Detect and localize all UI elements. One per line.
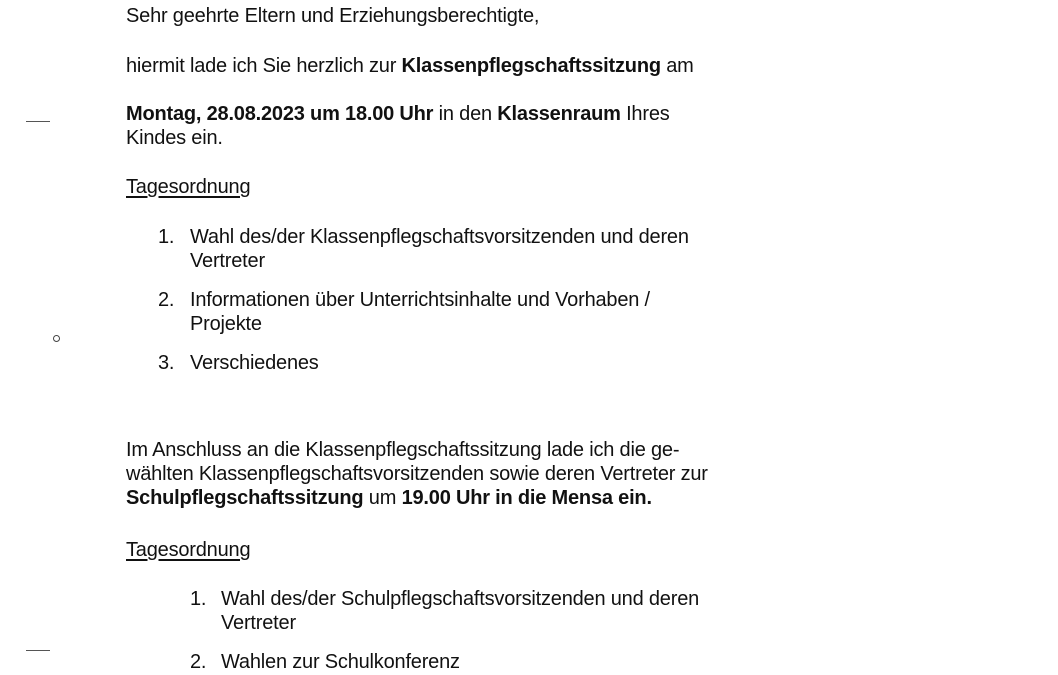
followup-line-1: Im Anschluss an die Klassenpflegschaftssitzung lade ich die ge- [126,439,680,461]
agenda1-item-3-text: Verschiedenes [190,352,319,374]
salutation [126,4,786,28]
followup-mid-text: um [363,487,402,509]
date-line [126,102,786,150]
agenda1-item-2-number: 2. [158,289,175,311]
date-mid-text: in den [433,103,498,125]
salutation-text: Sehr geehrte Eltern und Erziehungsberechtigte, [126,5,540,27]
agenda-heading-1: Tagesordnung [126,176,251,198]
agenda2-item-1-text [221,587,801,635]
agenda1-item-1-number: 1. [158,226,175,248]
agenda1-item-2-line2: Projekte [190,313,262,335]
date-line-2: Kindes ein. [126,127,223,149]
followup-paragraph [126,438,786,510]
invite-meeting-name: Klassenpflegschaftssitzung [401,55,661,77]
agenda1-item-1-line2: Vertreter [190,250,265,272]
invite-line [126,54,786,78]
agenda2-item-1-line2: Vertreter [221,612,296,634]
school-meeting-time-place: 19.00 Uhr in die Mensa ein. [401,487,652,509]
date-post-text: Ihres [620,103,670,125]
fold-mark-top [26,121,50,122]
agenda1-item-2-line1: Informationen über Unterrichtsinhalte und Vorhaben / [190,289,650,311]
agenda1-item-1-text [190,225,770,273]
meeting-date: Montag, 28.08.2023 um 18.00 Uhr [126,103,434,125]
invite-post-text: am [660,55,694,77]
punch-mark [53,335,60,342]
meeting-room: Klassenraum [497,103,621,125]
fold-mark-bottom [26,650,50,651]
agenda1-item-3-number: 3. [158,352,175,374]
agenda2-item-2-number: 2. [190,651,207,673]
invite-pre-text: hiermit lade ich Sie herzlich zur [126,55,402,77]
school-meeting-name: Schulpflegschaftssitzung [126,487,364,509]
agenda2-item-1-line1: Wahl des/der Schulpflegschaftsvorsitzenden und deren [221,588,700,610]
agenda1-item-1-line1: Wahl des/der Klassenpflegschaftsvorsitzenden und deren [190,226,689,248]
agenda1-item-2-text [190,288,770,336]
agenda-heading-2: Tagesordnung [126,539,251,561]
agenda2-item-2-text: Wahlen zur Schulkonferenz [221,651,460,673]
followup-line-2: wählten Klassenpflegschaftsvorsitzenden sowie deren Vertreter zur [126,463,708,485]
agenda2-item-1-number: 1. [190,588,207,610]
